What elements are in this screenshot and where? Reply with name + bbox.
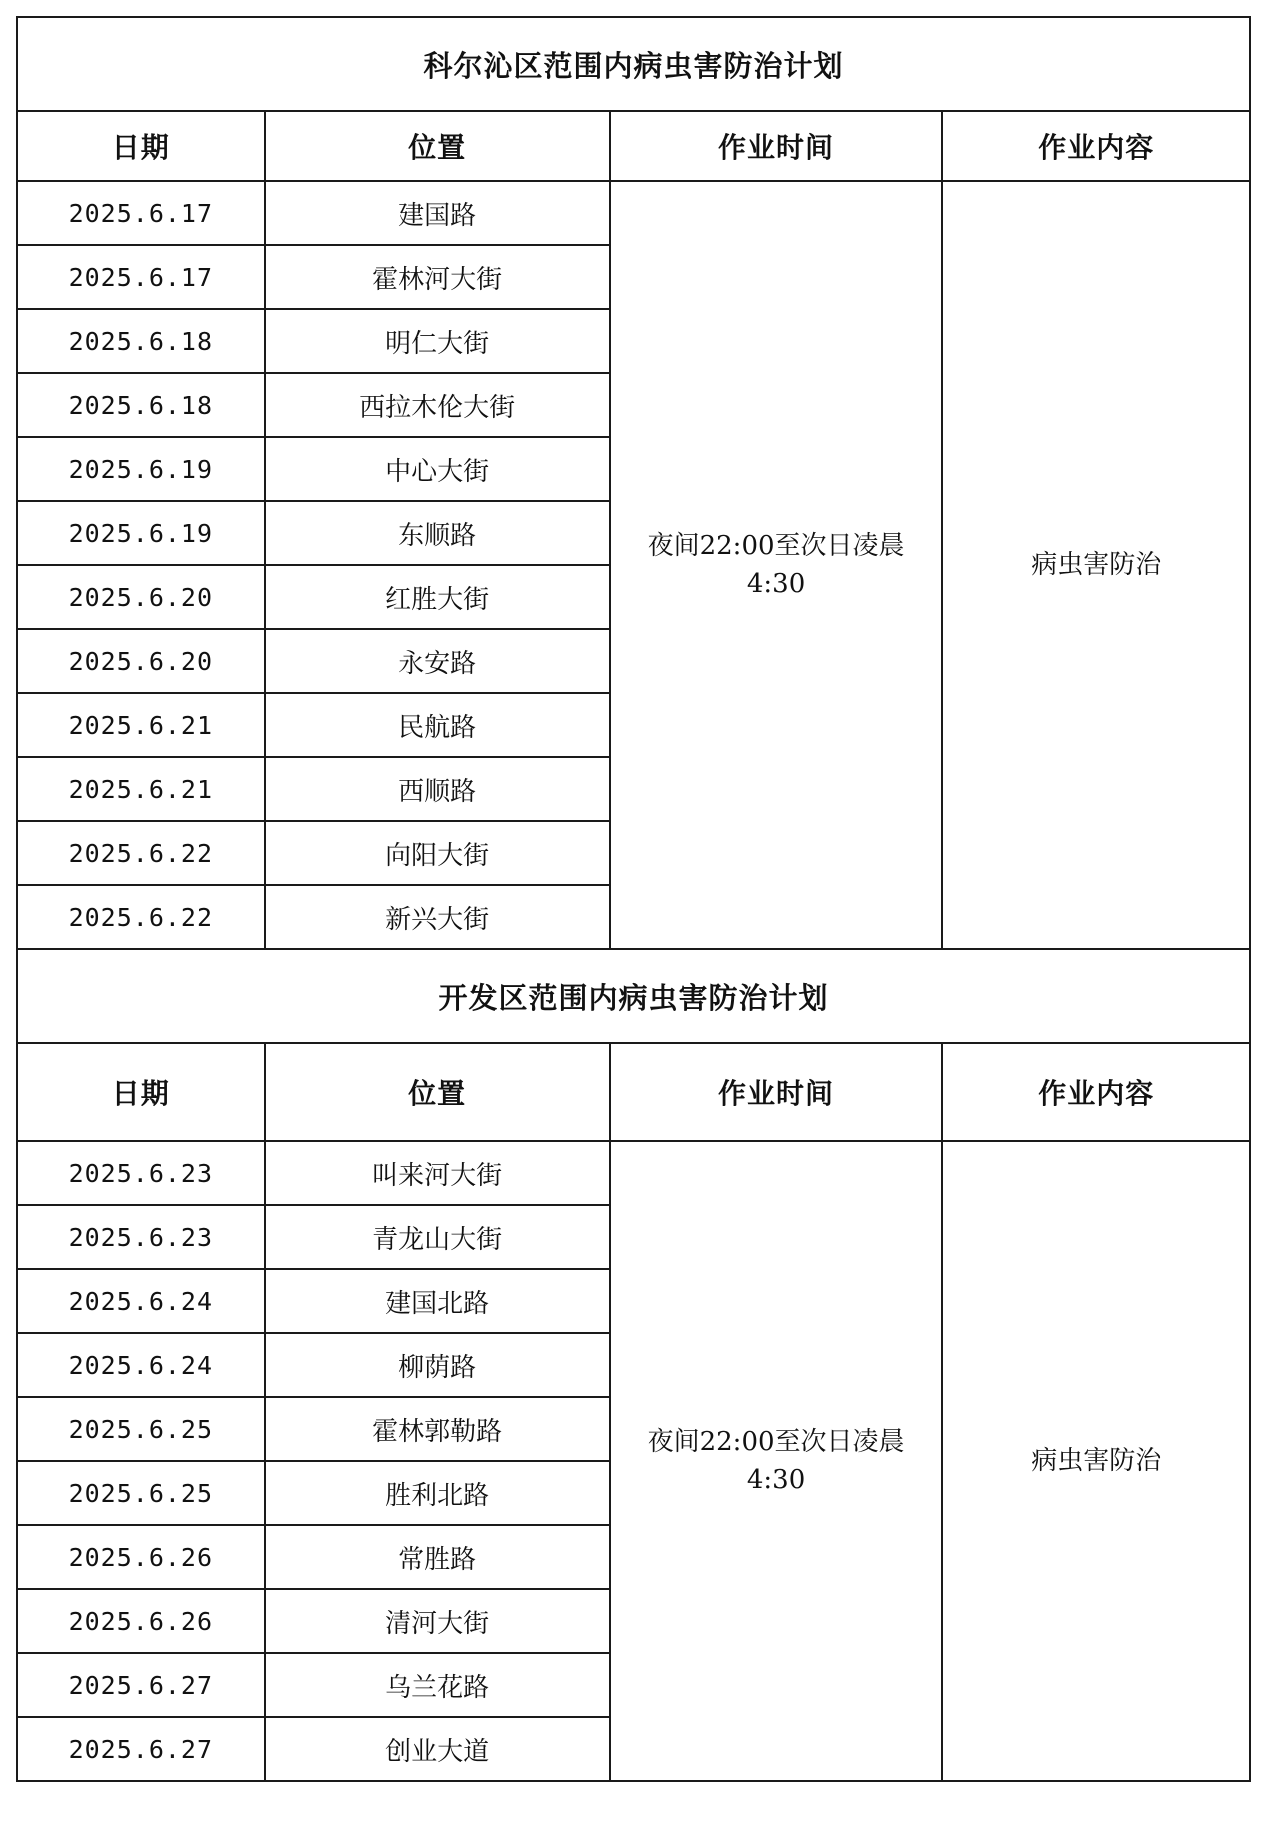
header-date: 日期: [17, 1043, 265, 1141]
section-title: 开发区范围内病虫害防治计划: [17, 949, 1250, 1043]
date-cell: 2025.6.18: [17, 309, 265, 373]
date-cell: 2025.6.17: [17, 245, 265, 309]
date-cell: 2025.6.27: [17, 1653, 265, 1717]
location-cell: 常胜路: [265, 1525, 610, 1589]
location-cell: 霍林郭勒路: [265, 1397, 610, 1461]
header-work-time: 作业时间: [610, 111, 943, 181]
date-cell: 2025.6.24: [17, 1333, 265, 1397]
date-cell: 2025.6.22: [17, 821, 265, 885]
location-cell: 胜利北路: [265, 1461, 610, 1525]
table-row: [17, 181, 1250, 245]
work-time-line1: 夜间22:00至次日凌晨: [647, 1427, 905, 1457]
date-cell: 2025.6.23: [17, 1141, 265, 1205]
header-row: [17, 1043, 1250, 1141]
header-location: 位置: [265, 111, 610, 181]
work-content-cell: 病虫害防治: [942, 181, 1250, 949]
location-cell: 向阳大街: [265, 821, 610, 885]
location-cell: 中心大街: [265, 437, 610, 501]
location-cell: 青龙山大街: [265, 1205, 610, 1269]
work-time-cell: [610, 181, 943, 949]
date-cell: 2025.6.26: [17, 1589, 265, 1653]
header-location: 位置: [265, 1043, 610, 1141]
location-cell: 叫来河大街: [265, 1141, 610, 1205]
date-cell: 2025.6.20: [17, 629, 265, 693]
date-cell: 2025.6.27: [17, 1717, 265, 1781]
date-cell: 2025.6.24: [17, 1269, 265, 1333]
location-cell: 明仁大街: [265, 309, 610, 373]
location-cell: 柳荫路: [265, 1333, 610, 1397]
location-cell: 西拉木伦大街: [265, 373, 610, 437]
section-title-row: [17, 949, 1250, 1043]
location-cell: 清河大街: [265, 1589, 610, 1653]
header-date: 日期: [17, 111, 265, 181]
work-time-line2: 4:30: [746, 1465, 806, 1495]
location-cell: 新兴大街: [265, 885, 610, 949]
location-cell: 东顺路: [265, 501, 610, 565]
header-work-content: 作业内容: [942, 1043, 1250, 1141]
location-cell: 民航路: [265, 693, 610, 757]
location-cell: 建国北路: [265, 1269, 610, 1333]
date-cell: 2025.6.21: [17, 693, 265, 757]
pest-control-plan-table: [16, 16, 1251, 1782]
header-work-content: 作业内容: [942, 111, 1250, 181]
header-work-time: 作业时间: [610, 1043, 943, 1141]
work-time-line2: 4:30: [746, 569, 806, 599]
table-body: [17, 17, 1250, 1781]
section-title-row: [17, 17, 1250, 111]
location-cell: 创业大道: [265, 1717, 610, 1781]
date-cell: 2025.6.22: [17, 885, 265, 949]
date-cell: 2025.6.18: [17, 373, 265, 437]
location-cell: 西顺路: [265, 757, 610, 821]
date-cell: 2025.6.19: [17, 501, 265, 565]
work-time-line1: 夜间22:00至次日凌晨: [647, 531, 905, 561]
date-cell: 2025.6.25: [17, 1461, 265, 1525]
location-cell: 建国路: [265, 181, 610, 245]
table-row: [17, 1141, 1250, 1205]
date-cell: 2025.6.19: [17, 437, 265, 501]
work-content-cell: 病虫害防治: [942, 1141, 1250, 1781]
date-cell: 2025.6.25: [17, 1397, 265, 1461]
date-cell: 2025.6.17: [17, 181, 265, 245]
header-row: [17, 111, 1250, 181]
date-cell: 2025.6.23: [17, 1205, 265, 1269]
location-cell: 永安路: [265, 629, 610, 693]
location-cell: 乌兰花路: [265, 1653, 610, 1717]
location-cell: 霍林河大街: [265, 245, 610, 309]
date-cell: 2025.6.21: [17, 757, 265, 821]
work-time-cell: [610, 1141, 943, 1781]
date-cell: 2025.6.20: [17, 565, 265, 629]
date-cell: 2025.6.26: [17, 1525, 265, 1589]
section-title: 科尔沁区范围内病虫害防治计划: [17, 17, 1250, 111]
location-cell: 红胜大街: [265, 565, 610, 629]
